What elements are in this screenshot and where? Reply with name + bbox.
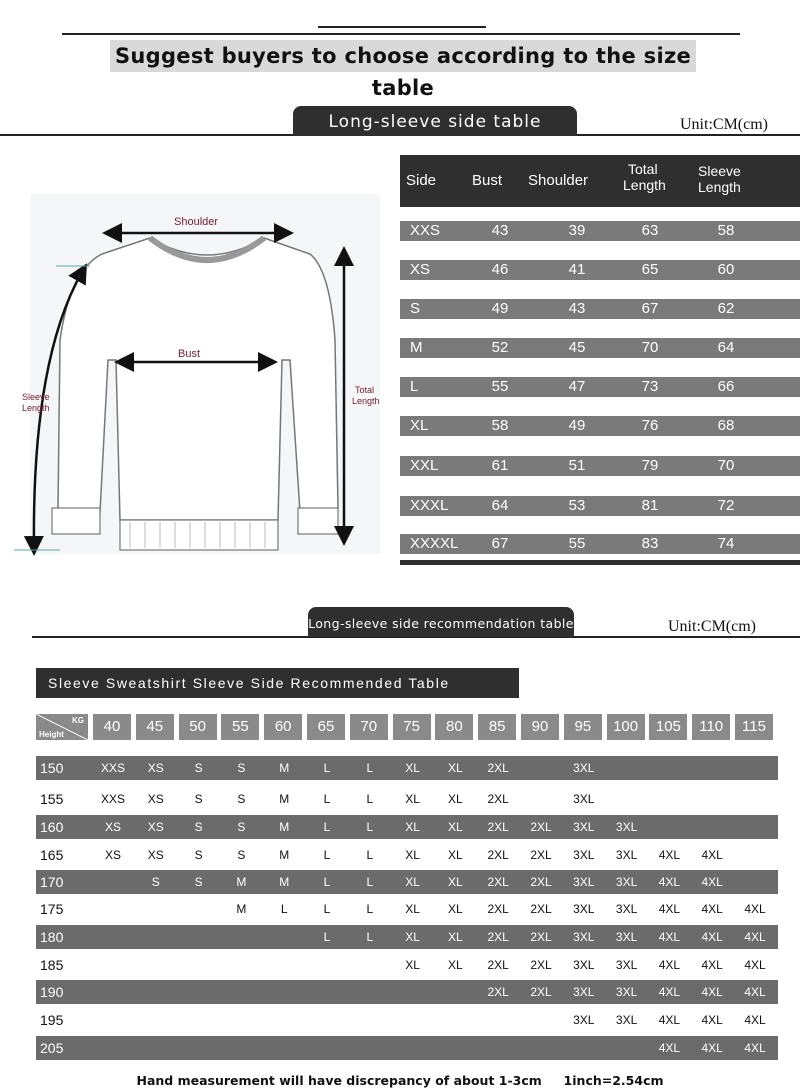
size-cell-shoulder: 41	[568, 261, 586, 278]
size-cell-side: XXL	[410, 457, 439, 474]
rec-size-cell: 2XL	[487, 902, 509, 916]
kg-header-cell: 55	[221, 714, 259, 740]
size-cell-side: XXS	[410, 222, 441, 239]
header-sleeve-1: Sleeve	[698, 163, 741, 179]
size-cell-total: 81	[641, 497, 659, 514]
size-cell-side: XXXL	[410, 497, 449, 514]
top-long-rule	[62, 33, 740, 35]
size-cell-shoulder: 47	[568, 378, 586, 395]
rec-size-cell: 4XL	[701, 848, 723, 862]
rec-size-cell: L	[366, 820, 374, 834]
size-row	[400, 416, 800, 436]
size-cell-side: S	[410, 300, 421, 317]
size-cell-sleeve: 68	[717, 417, 735, 434]
size-cell-bust: 52	[491, 339, 509, 356]
size-cell-bust: 64	[491, 497, 509, 514]
rec-size-cell: S	[194, 792, 203, 806]
rec-size-cell: L	[323, 761, 331, 775]
size-cell-total: 65	[641, 261, 659, 278]
rec-row	[36, 870, 778, 894]
rec-size-cell: XL	[405, 902, 420, 916]
footer-note: Hand measurement will have discrepancy of about 1-3cm 1inch=2.54cm	[136, 1073, 664, 1088]
rec-size-cell: L	[280, 902, 288, 916]
rec-height-cell: 205	[40, 1040, 64, 1056]
kg-header-cell: 45	[136, 714, 174, 740]
rec-size-cell: L	[323, 875, 331, 889]
rec-row	[36, 1036, 778, 1060]
rec-size-cell: M	[279, 848, 290, 862]
rec-size-cell: 4XL	[658, 902, 681, 916]
rec-size-cell: 4XL	[744, 1013, 766, 1027]
rec-size-cell: L	[366, 848, 374, 862]
size-cell-total: 63	[641, 222, 659, 239]
header-total-1: Total	[628, 161, 658, 177]
rec-size-cell: S	[151, 875, 160, 889]
size-cell-total: 79	[641, 457, 659, 474]
corner-kg: KG	[72, 716, 84, 725]
size-table-header	[400, 155, 800, 207]
size-row	[400, 299, 800, 319]
rec-table-title: Sleeve Sweatshirt Sleeve Side Recommended Table	[36, 668, 519, 698]
size-cell-sleeve: 58	[717, 222, 735, 239]
size-cell-shoulder: 55	[568, 535, 586, 552]
rec-size-cell: 4XL	[744, 930, 766, 944]
rec-size-cell: XL	[448, 930, 463, 944]
rec-size-cell: 3XL	[573, 820, 595, 834]
rec-size-cell: 4XL	[658, 985, 681, 999]
rec-size-cell: M	[279, 792, 290, 806]
rec-size-cell: XS	[147, 761, 164, 775]
rec-row	[36, 787, 778, 811]
size-cell-side: XL	[410, 417, 429, 434]
rec-row	[36, 925, 778, 949]
size-cell-side: XXXXL	[410, 535, 459, 552]
rec-row	[36, 756, 778, 780]
total-length-label-1: Total	[355, 385, 375, 395]
rec-size-cell: L	[323, 848, 331, 862]
rec-size-cell: 2XL	[530, 958, 552, 972]
rec-size-cell: 3XL	[573, 1013, 595, 1027]
kg-header-cell: 80	[435, 714, 473, 740]
rec-size-cell: S	[194, 875, 203, 889]
rec-size-cell: L	[323, 902, 331, 916]
rec-size-cell: XS	[104, 848, 121, 862]
total-length-label-2: Length	[352, 396, 380, 406]
size-cell-side: XS	[410, 261, 431, 278]
size-cell-total: 76	[641, 417, 659, 434]
rec-size-cell: 3XL	[573, 875, 595, 889]
rec-size-cell: L	[323, 930, 331, 944]
rec-size-cell: XS	[147, 820, 164, 834]
rec-size-cell: S	[237, 820, 246, 834]
size-row	[400, 338, 800, 358]
rec-size-cell: XS	[104, 820, 121, 834]
kg-header-cell: 105	[649, 714, 687, 740]
sweatshirt-diagram	[0, 190, 392, 560]
kg-height-corner	[36, 714, 88, 740]
rec-size-cell: XL	[448, 848, 463, 862]
rec-size-cell: 3XL	[573, 958, 595, 972]
rec-size-cell: M	[279, 761, 290, 775]
rec-size-cell: XL	[405, 820, 420, 834]
rec-size-cell: XXS	[100, 792, 125, 806]
rec-height-cell: 150	[40, 760, 64, 776]
size-cell-bust: 61	[491, 457, 509, 474]
rec-size-cell: L	[366, 902, 374, 916]
rec-size-cell: 3XL	[615, 930, 638, 944]
rec-size-cell: S	[194, 820, 203, 834]
rec-size-cell: 4XL	[658, 1013, 681, 1027]
rec-height-cell: 185	[40, 957, 64, 973]
rec-size-cell: 3XL	[573, 985, 595, 999]
rec-size-cell: L	[323, 792, 331, 806]
kg-header-cell: 110	[692, 714, 730, 740]
rec-size-cell: L	[366, 875, 374, 889]
rec-size-cell: 3XL	[615, 985, 638, 999]
header-side: Side	[406, 172, 437, 189]
rec-size-cell: XL	[405, 792, 420, 806]
rec-size-cell: 2XL	[487, 958, 509, 972]
rec-size-cell: 3XL	[573, 848, 595, 862]
size-cell-sleeve: 66	[717, 378, 735, 395]
bust-label: Bust	[178, 348, 201, 360]
size-cell-shoulder: 45	[568, 339, 586, 356]
size-table-bottom-bar	[400, 560, 800, 565]
kg-header-cell: 115	[735, 714, 773, 740]
rec-size-cell: 3XL	[573, 902, 595, 916]
rec-size-cell: XXS	[100, 761, 125, 775]
rec-height-cell: 190	[40, 984, 64, 1000]
rec-size-cell: 2XL	[487, 985, 509, 999]
rec-size-cell: S	[237, 848, 246, 862]
rec-size-cell: 4XL	[744, 985, 766, 999]
rec-size-cell: S	[194, 761, 203, 775]
rec-size-cell: 4XL	[658, 1041, 681, 1055]
rec-size-cell: 4XL	[658, 958, 681, 972]
header-bust: Bust	[472, 172, 503, 189]
rec-size-cell: M	[236, 902, 247, 916]
size-cell-side: L	[410, 378, 419, 395]
rec-size-cell: 3XL	[615, 1013, 638, 1027]
size-row	[400, 534, 800, 554]
rec-size-cell: XS	[147, 848, 164, 862]
size-cell-sleeve: 64	[717, 339, 735, 356]
rec-size-cell: 3XL	[615, 958, 638, 972]
rec-size-cell: 3XL	[615, 875, 638, 889]
rec-size-cell: 2XL	[487, 875, 509, 889]
size-cell-shoulder: 43	[568, 300, 586, 317]
rec-size-cell: 3XL	[573, 792, 595, 806]
kg-header-cell: 70	[350, 714, 388, 740]
rec-size-cell: 2XL	[487, 792, 509, 806]
rec-size-cell: 3XL	[573, 930, 595, 944]
rec-size-cell: S	[194, 848, 203, 862]
rec-size-cell: 2XL	[530, 902, 552, 916]
rec-height-cell: 160	[40, 819, 64, 835]
size-cell-sleeve: 62	[717, 300, 735, 317]
rec-size-cell: XL	[405, 958, 420, 972]
rec-size-cell: L	[366, 792, 374, 806]
rec-size-cell: 4XL	[701, 902, 723, 916]
kg-header-cell: 65	[307, 714, 345, 740]
size-cell-shoulder: 49	[568, 417, 586, 434]
rec-size-cell: 4XL	[701, 1013, 723, 1027]
rec-size-cell: M	[279, 875, 290, 889]
size-cell-shoulder: 39	[568, 222, 586, 239]
rec-row	[36, 897, 778, 921]
rec-height-cell: 180	[40, 929, 64, 945]
sleeve-length-label-1: Sleeve	[22, 392, 50, 402]
shoulder-label: Shoulder	[174, 216, 219, 228]
rec-size-cell: 3XL	[615, 820, 638, 834]
rec-size-cell: M	[236, 875, 247, 889]
rec-size-cell: 2XL	[487, 848, 509, 862]
rec-size-cell: 2XL	[487, 761, 509, 775]
rec-size-cell: 4XL	[701, 1041, 723, 1055]
rec-size-cell: XS	[147, 792, 164, 806]
rec-row	[36, 815, 778, 839]
corner-height: Height	[39, 730, 64, 739]
rec-size-cell: 2XL	[487, 930, 509, 944]
rec-size-cell: XL	[448, 792, 463, 806]
kg-header-cell: 75	[393, 714, 431, 740]
rec-size-cell: 2XL	[487, 820, 509, 834]
size-row	[400, 377, 800, 397]
rec-size-cell: 2XL	[530, 875, 552, 889]
rec-size-cell: XL	[448, 902, 463, 916]
banner-title: Suggest buyers to choose according to the size table	[110, 40, 696, 72]
top-short-rule	[318, 26, 486, 28]
rec-size-cell: M	[279, 820, 290, 834]
size-cell-total: 67	[641, 300, 659, 317]
size-row	[400, 221, 800, 241]
size-cell-shoulder: 51	[568, 457, 586, 474]
header-shoulder: Shoulder	[528, 172, 589, 189]
rec-size-cell: L	[366, 761, 374, 775]
size-cell-bust: 55	[491, 378, 509, 395]
rec-height-cell: 195	[40, 1012, 64, 1028]
rec-size-cell: 4XL	[658, 930, 681, 944]
rec-size-cell: 3XL	[573, 761, 595, 775]
size-cell-sleeve: 74	[717, 535, 735, 552]
rec-height-cell: 170	[40, 874, 64, 890]
rec-row	[36, 843, 778, 867]
kg-header-cell: 85	[478, 714, 516, 740]
sleeve-length-label-2: Length	[22, 403, 50, 413]
size-cell-shoulder: 53	[568, 497, 586, 514]
rec-size-cell: XL	[405, 761, 420, 775]
size-cell-sleeve: 72	[717, 497, 735, 514]
size-cell-sleeve: 70	[717, 457, 735, 474]
size-unit-label: Unit:CM(cm)	[680, 116, 768, 133]
kg-header-cell: 90	[521, 714, 559, 740]
rec-size-cell: XL	[448, 820, 463, 834]
header-total-2: Length	[623, 177, 666, 193]
size-row	[400, 260, 800, 280]
rec-size-cell: 4XL	[744, 1041, 766, 1055]
rec-size-cell: XL	[405, 848, 420, 862]
kg-header-cell: 50	[179, 714, 217, 740]
rec-size-cell: 4XL	[701, 958, 723, 972]
size-cell-bust: 49	[491, 300, 509, 317]
rec-size-cell: XL	[448, 875, 463, 889]
rec-size-cell: XL	[405, 875, 420, 889]
rec-height-cell: 155	[40, 791, 64, 807]
rec-size-cell: XL	[448, 761, 463, 775]
rec-size-cell: 4XL	[701, 985, 723, 999]
rec-row	[36, 980, 778, 1004]
rec-size-cell: L	[323, 820, 331, 834]
rec-size-cell: 4XL	[701, 875, 723, 889]
size-cell-bust: 67	[491, 535, 509, 552]
rec-size-cell: 3XL	[615, 848, 638, 862]
rec-size-cell: 4XL	[658, 875, 681, 889]
size-cell-bust: 43	[491, 222, 509, 239]
size-cell-side: M	[410, 339, 423, 356]
rec-size-cell: 4XL	[658, 848, 681, 862]
size-cell-sleeve: 60	[717, 261, 735, 278]
size-row	[400, 496, 800, 516]
rec-unit-label: Unit:CM(cm)	[668, 618, 756, 635]
rec-size-cell: S	[237, 761, 246, 775]
rec-row	[36, 1008, 778, 1032]
rec-size-cell: 4XL	[744, 902, 766, 916]
rec-size-cell: S	[237, 792, 246, 806]
rec-height-cell: 165	[40, 847, 64, 863]
rec-size-cell: 2XL	[530, 930, 552, 944]
size-cell-total: 83	[641, 535, 659, 552]
header-sleeve-2: Length	[698, 179, 741, 195]
kg-header-cell: 40	[93, 714, 131, 740]
kg-header-cell: 60	[264, 714, 302, 740]
rec-size-cell: 4XL	[744, 958, 766, 972]
rec-size-cell: XL	[448, 958, 463, 972]
rec-size-cell: 4XL	[701, 930, 723, 944]
rec-size-cell: 2XL	[530, 820, 552, 834]
size-cell-total: 70	[641, 339, 659, 356]
kg-header-cell: 100	[607, 714, 645, 740]
rec-height-cell: 175	[40, 901, 64, 917]
rec-size-cell: XL	[405, 930, 420, 944]
size-row	[400, 456, 800, 476]
rec-size-cell: 3XL	[615, 902, 638, 916]
size-cell-bust: 46	[491, 261, 509, 278]
size-cell-bust: 58	[491, 417, 509, 434]
size-table-tab: Long-sleeve side table	[293, 106, 577, 136]
rec-row	[36, 953, 778, 977]
rec-size-cell: 2XL	[530, 985, 552, 999]
size-cell-total: 73	[641, 378, 659, 395]
kg-header-cell: 95	[564, 714, 602, 740]
rec-table-tab: Long-sleeve side recommendation table	[308, 607, 574, 637]
rec-size-cell: L	[366, 930, 374, 944]
rec-size-cell: 2XL	[530, 848, 552, 862]
